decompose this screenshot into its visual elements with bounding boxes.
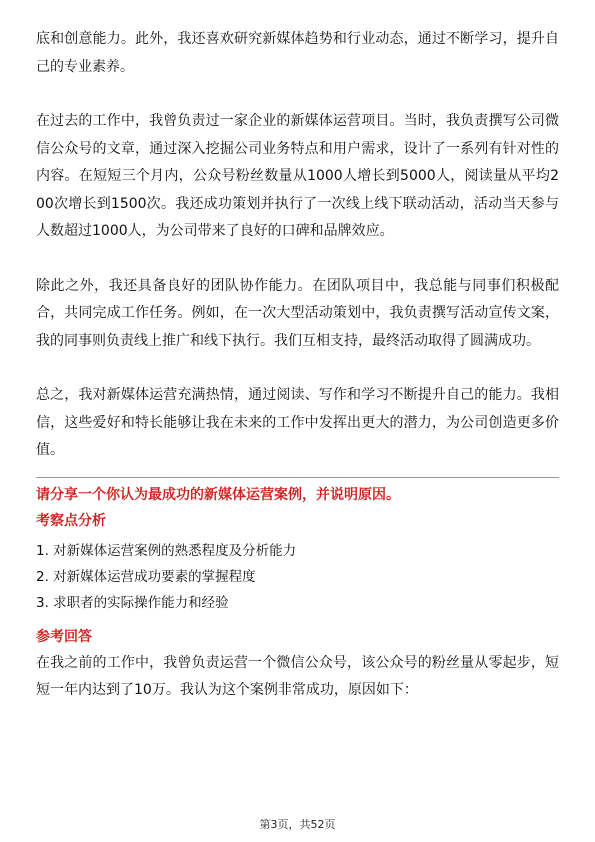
page-number-footer: 第3页，共52页: [259, 818, 336, 831]
page-content: [36, 26, 559, 704]
answer-heading: 参考回答: [36, 628, 92, 645]
paragraph-spacer: [36, 81, 559, 108]
answer-paragraph: 在我之前的工作中，我曾负责运营一个微信公众号，该公众号的粉丝量从零起步，短短一年内达到了10万。我认为这个案例非常成功，原因如下：: [36, 654, 559, 698]
analysis-list: [36, 538, 559, 616]
body-paragraph-2: 在过去的工作中，我曾负责过一家企业的新媒体运营项目。当时，我负责撰写公司微信公众号的文章，通过深入挖掘公司业务特点和用户需求，设计了一系列有针对性的内容。在短短三个月内，公众号粉丝数量从1000人增长到5000人，阅读量从平均200次增长到1500次。我还成功策划并执行了一次线上线下联动活动，活动当天参与人数超过1000人，为公司带来了良好的口碑和品牌效应。: [36, 113, 559, 239]
interview-question: 请分享一个你认为最成功的新媒体运营案例，并说明原因。: [36, 486, 400, 503]
body-paragraph-3: 除此之外，我还具备良好的团队协作能力。在团队项目中，我总能与同事们积极配合，共同完成工作任务。例如，在一次大型活动策划中，我负责撰写活动宣传文案，我的同事则负责线上推广和线下执行。我们互相支持，最终活动取得了圆满成功。: [36, 277, 559, 349]
analysis-item-2: 2. 对新媒体运营成功要素的掌握程度: [36, 568, 256, 585]
body-paragraph-1: 底和创意能力。此外，我还喜欢研究新媒体趋势和行业动态，通过不断学习，提升自己的专业素养。: [36, 31, 559, 75]
analysis-item-1: 1. 对新媒体运营案例的熟悉程度及分析能力: [36, 542, 297, 559]
analysis-heading: 考察点分析: [36, 512, 106, 529]
paragraph-spacer: [36, 246, 559, 273]
section-divider: [36, 477, 559, 478]
paragraph-spacer: [36, 355, 559, 382]
analysis-item-3: 3. 求职者的实际操作能力和经验: [36, 594, 229, 611]
body-paragraph-4: 总之，我对新媒体运营充满热情，通过阅读、写作和学习不断提升自己的能力。我相信，这些爱好和特长能够让我在未来的工作中发挥出更大的潜力，为公司创造更多价值。: [36, 387, 559, 458]
